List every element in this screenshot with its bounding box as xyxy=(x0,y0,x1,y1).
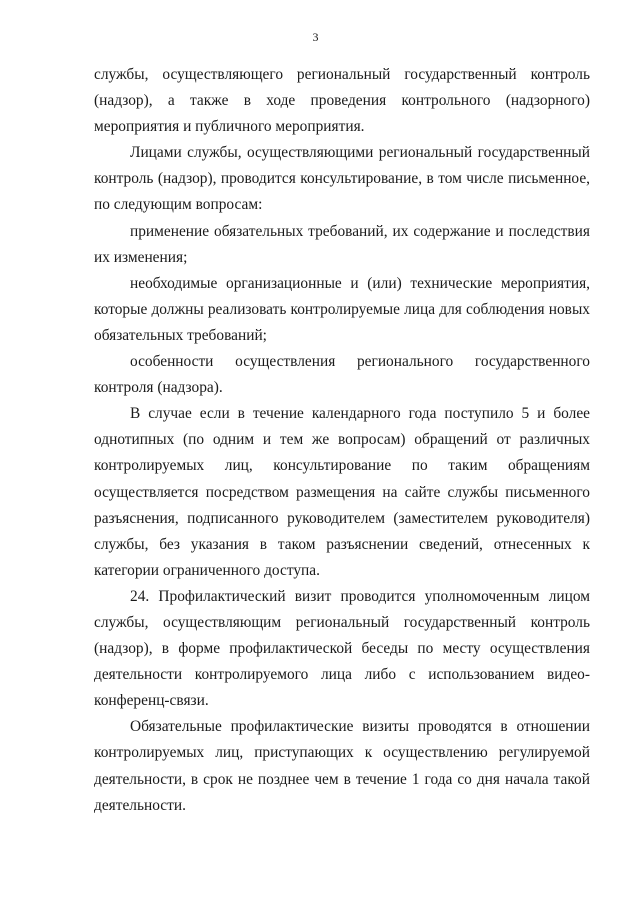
paragraph-item-features: особенности осуществления регионального государственного контроля (надзора). xyxy=(94,353,590,397)
paragraph-item-measures: необходимые организационные и (или) технические мероприятия, которые должны реализовать контролируемые лица для соблюдения новых обязательных требований; xyxy=(94,274,590,344)
paragraph-item-requirements: применение обязательных требований, их содержание и последствия их изменения; xyxy=(94,222,590,266)
page-number: 3 xyxy=(312,30,319,44)
paragraph-mandatory-visits: Обязательные профилактические визиты проводятся в отношении контролируемых лиц, приступающих к осуществлению регулируемой деятельности, в срок не позднее чем в течение 1 года со дня начала такой деятельности. xyxy=(94,718,590,814)
paragraph-written-clarification: В случае если в течение календарного года поступило 5 и более однотипных (по одним и тем же вопросам) обращений от различных контролируемых лиц, консультирование по таким обращениям осуществляется посредством размещения на сайте службы письменного разъяснения, подписанного руководителем (заместителем руководителя) службы, без указания в таком разъяснении сведений, отнесенных к категории ограниченного доступа. xyxy=(94,405,590,579)
document-body xyxy=(94,62,590,819)
paragraph-preventive-visit: 24. Профилактический визит проводится уполномоченным лицом службы, осуществляющим региональный государственный контроль (надзор), в форме профилактической беседы по месту осуществления деятельности контролируемого лица либо с использованием видео-конференц-связи. xyxy=(94,587,590,710)
paragraph-consultation-intro: Лицами службы, осуществляющими региональный государственный контроль (надзор), проводится консультирование, в том числе письменное, по следующим вопросам: xyxy=(94,144,590,214)
paragraph-continuation: службы, осуществляющего региональный государственный контроль (надзор), а также в ходе проведения контрольного (надзорного) мероприятия и публичного мероприятия. xyxy=(94,66,590,136)
